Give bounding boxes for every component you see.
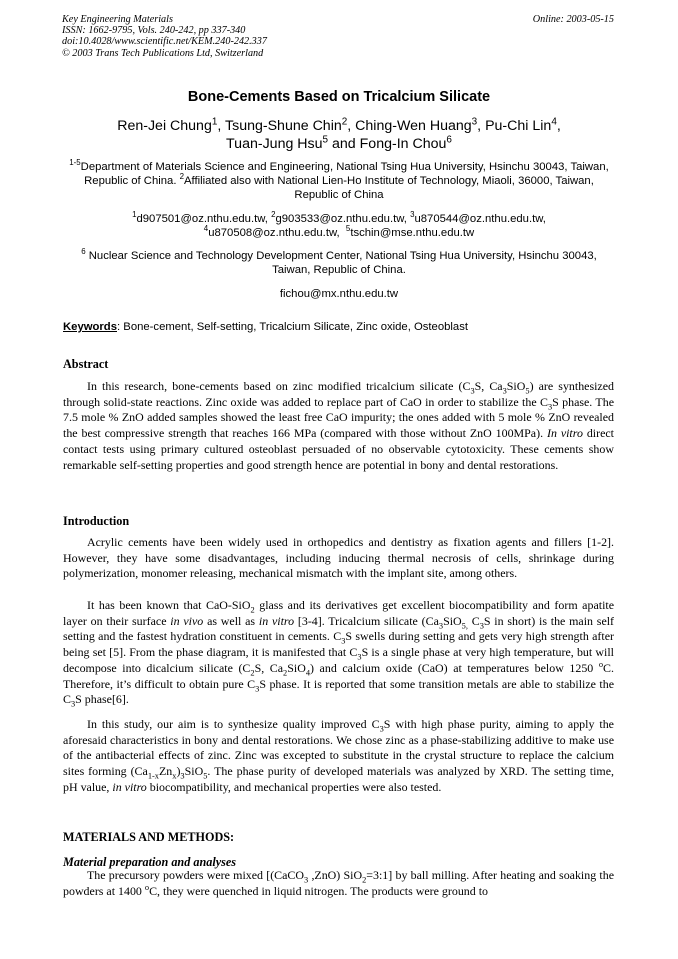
email-sup: 4 (203, 224, 209, 234)
email-address: d907501@oz.nthu.edu.tw, (136, 213, 268, 225)
author-sup: 6 (446, 134, 452, 146)
keywords-line (63, 321, 468, 333)
author-name: Fong-In Chou (359, 136, 447, 152)
affiliation-sup: 2 (179, 172, 184, 182)
intro-paragraph-2: It has been known that CaO-SiO$_2$ glass and its derivatives get excellent biocompatibility and form apatite layer on their surface in vivo as well as in vitro [3-4]. Tricalcium silicate ($Ca_3SiO_{5,}$ $C_3S$ in short) is the main self setting and the fastest hydration constituent in cements. $C_3S$ swells during setting and gets very high strength after being set [5]. From the phase diagram, it is manifested that $C_3S$ is a single phase at very high temperature, but will decompose into dicalcium silicate ($C_2S$, $Ca_2SiO_4$) and calcium oxide (CaO) at temperatures below 1250 $^o$C. Therefore, it’s difficult to obtain pure $C_3S$ phase. It is reported that some transition metals are able to stabilize the $C_3S$ phase[6]. (63, 598, 615, 709)
author-sup: 1 (211, 116, 218, 128)
author-name: Pu-Chi Lin (485, 118, 552, 134)
methods-heading: MATERIALS AND METHODS: (63, 830, 235, 844)
affiliation-1 (62, 160, 616, 203)
email-address: u870508@oz.nthu.edu.tw, (208, 227, 340, 240)
author-and: and (332, 136, 356, 152)
email-sup: 1 (132, 210, 137, 220)
keywords-colon: : (117, 321, 121, 333)
affiliation-text: Affiliated also with National Lien-Ho Institute of Technology, Miaoli, 36000, Taiwan, Republic of China (184, 175, 594, 202)
abstract-paragraph: In this research, bone-cements based on zinc modified tricalcium silicate ($C_3S$, $Ca_3SiO_5$) are synthesized through solid-state reactions. Zinc oxide was added to replace part of CaO in order to stabilize the $C_3S$ phase. The 7.5 mole % ZnO added samples showed the least free CaO impurity; the ones added with 5 mole % ZnO revealed the best compressive strength that reaches 166 MPa (compared with those without ZnO 100MPa). In vitro direct contact tests using primary cultured osteoblast persuaded of no observable cytotoxicity. These cements show remarkable self-setting properties and good strength hence are potential in bony and dental restorations. (63, 379, 615, 472)
email-sup: 2 (271, 210, 276, 220)
author-sup: 3 (471, 116, 478, 128)
email-address: u870544@oz.nthu.edu.tw, (414, 213, 546, 225)
author-list: Ren-Jei Chung$^1$, Tsung-Shune Chin$^2$, Ching-Wen Huang$^3$, Pu-Chi Lin$^4$, Tuan-Jung Hsu$^5$ and Fong-In Chou$^6$ (117, 116, 561, 152)
methods-subheading: Material preparation and analyses (63, 855, 237, 869)
affiliation-text: Department of Materials Science and Engineering, National Tsing Hua University, Hsinchu 30043, Taiwan, Republic of China. (80, 161, 609, 188)
introduction-heading: Introduction (63, 514, 130, 528)
intro-paragraph-1: Acrylic cements have been widely used in orthopedics and dentistry as fixation agents and fillers [1-2]. However, they have some disadvantages, including inducing thermal necrosis of cells, shrinkage during polymerization, monomer releasing, mechanical mismatch with the implant site, among others. (63, 535, 614, 581)
issn-line: ISSN: 1662-9795, Vols. 240-242, pp 337-340 (62, 25, 246, 37)
doi-line: doi:10.4028/www.scientific.net/KEM.240-242.337 (62, 36, 267, 48)
copyright-line: © 2003 Trans Tech Publications Ltd, Switzerland (62, 47, 264, 59)
affiliation-sup: 6 (81, 247, 86, 257)
affiliation-2 (62, 249, 616, 277)
paper-title: Bone-Cements Based on Tricalcium Silicate (187, 89, 491, 105)
author-name: Ren-Jei Chung (117, 118, 212, 134)
author-name: Ching-Wen Huang (355, 118, 472, 134)
methods-paragraph: The precursory powders were mixed [(CaCO$_3$ ,ZnO) SiO$_2$=3:1] by ball milling. After heating and soaking the powders at 1400 $^o$C, they were quenched in liquid nitrogen. The products were ground to (63, 868, 614, 898)
email-sup: 5 (345, 224, 351, 234)
affiliation-sup: 1-5 (69, 158, 81, 168)
author-sup: 2 (341, 116, 348, 128)
author-emails (62, 212, 616, 240)
keywords-text: Bone-cement, Self-setting, Tricalcium Silicate, Zinc oxide, Osteoblast (123, 321, 468, 333)
keywords-label: Keywords (63, 321, 117, 333)
online-date: Online: 2003-05-15 (532, 14, 614, 25)
email-sup: 3 (410, 210, 415, 220)
author-sup: 5 (322, 134, 329, 146)
author-name: Tuan-Jung Hsu (226, 136, 323, 152)
affiliation-text: Nuclear Science and Technology Development Center, National Tsing Hua University, Hsinchu 30043, Taiwan, Republic of China. (88, 250, 597, 277)
email-address: tschin@mse.nthu.edu.tw (350, 227, 475, 240)
journal-name: Key Engineering Materials (62, 14, 173, 25)
intro-paragraph-3: In this study, our aim is to synthesize quality improved $C_3S$ with high phase purity, aiming to apply the aforesaid characteristics in bony and dental restorations. We chose zinc as a phase-stabilizing additive to make use of the antibacterial effects of zinc. Zinc was excepted to substitute in the crystal structure to replace the calcium sites forming $(Ca_{1-x}Zn_x)_3SiO_5$. The phase purity of developed materials was analyzed by XRD. The setting time, pH value, in vitro biocompatibility, and mechanical properties were also tested. (63, 717, 614, 794)
abstract-heading: Abstract (63, 357, 109, 371)
publication-metadata (62, 14, 442, 59)
email-6: fichou@mx.nthu.edu.tw (279, 288, 399, 300)
email-address: g903533@oz.nthu.edu.tw, (275, 213, 407, 225)
author-sup: 4 (551, 116, 557, 128)
author-name: Tsung-Shune Chin (225, 118, 342, 134)
